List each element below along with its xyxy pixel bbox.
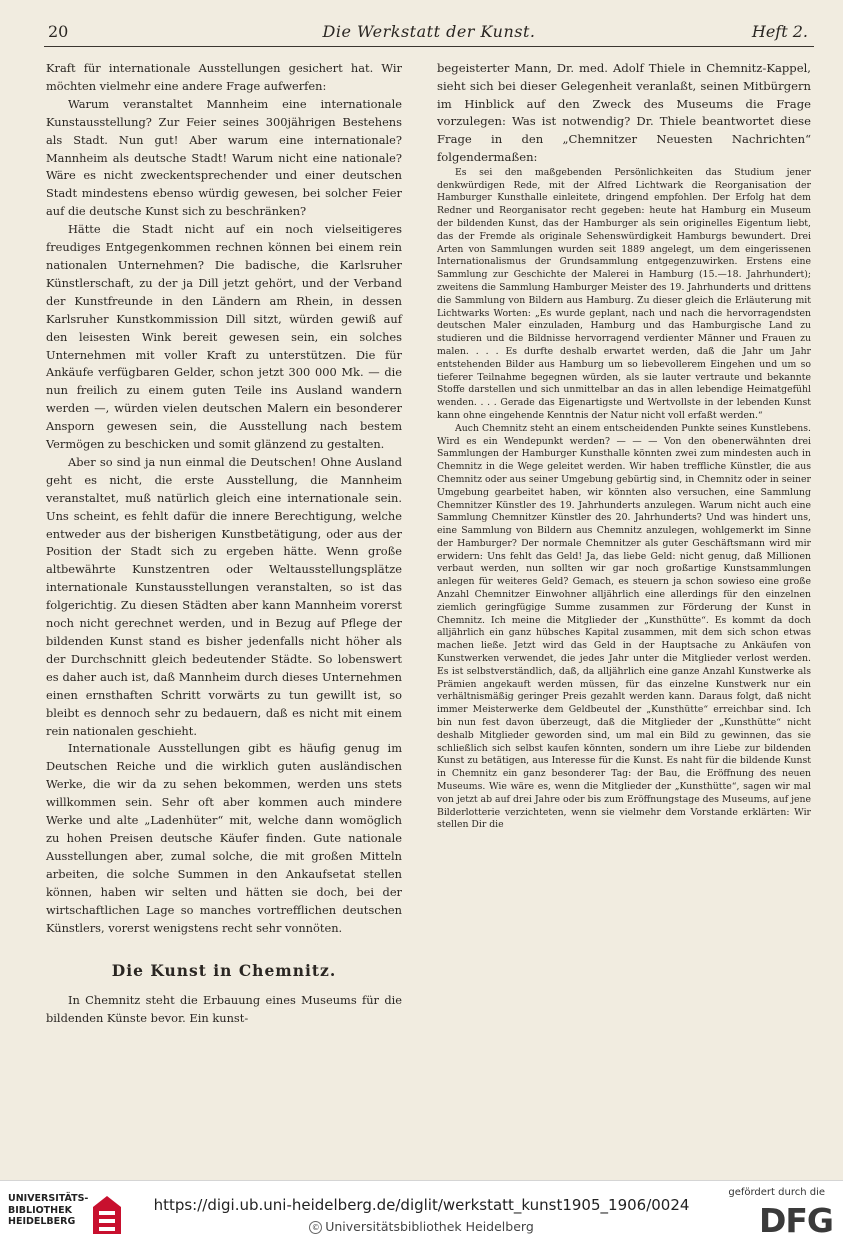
funder-logo[interactable] — [729, 1187, 833, 1245]
issue-label: Heft 2. — [751, 22, 808, 41]
section-heading: Die Kunst in Chemnitz. — [111, 961, 337, 981]
quoted-paragraph: Es sei den maßgebenden Persönlichkeiten das Studium jener denkwürdigen Rede, mit der Alfred Lichtwark die Reorganisation der Hamburger Kunsthalle einleitete, dringend empfohlen. Der Erfolg hat dem Redner und Reorganisator recht gegeben: heute hat Hamburg ein Museum der bildenden Kunst, das der Hamburger als sein originelles Eigentum liebt, das der Fremde als originale Sehenswürdigkeit Hamburgs bewundert. Drei Arten von Sammlungen wurden seit 1889 angelegt, um dem eingerissenen Internationalismus der Grundsammlung entgegenzuwirken. Erstens eine Sammlung zur Geschichte der Malerei in Hamburg (15.—18. Jahrhundert); zweitens die Sammlung Hamburger Meister des 19. Jahrhunderts und drittens die Sammlung von Bildern aus Hamburg. Zu dieser gleich die Erläuterung mit Lichtwarks Worten: „Es wurde geplant, nach und nach die hervorragendsten deutschen Maler einzuladen, Hamburg und das Hamburgische Land zu studieren und die Bildnisse hervorragend verdienter Männer und Frauen zu malen. . . . Es durfte deshalb erwartet werden, daß die Jahr um Jahr entstehenden Bilder aus Hamburg um so liebevollerem Eingehen und um so tieferer Teilnahme begegnen würden, als sie lauter vertraute und bekannte Stoffe darstellen und sich unmittelbar an das in allen lebendige Heimatgefühl wenden. . . . Gerade das Eigenartigste und Wertvollste in der lebenden Kunst kann ohne eingehende Kenntnis der Natur nicht voll erfaßt werden.“ — [437, 166, 811, 421]
copyright-icon: © — [309, 1221, 322, 1234]
paragraph: Internationale Ausstellungen gibt es häufig genug im Deutschen Reiche und die wirklich guten ausländischen Werke, die wir da zu sehen bekommen, werden uns stets willkommen sein. Sehr oft aber kommen auch mindere Werke und alte „Ladenhüter“ mit, welche dann womöglich zu hohen Preisen deutsche Käufer finden. Gute nationale Ausstellungen aber, zumal solche, die mit großen Mitteln arbeiten, die solche Summen in den Ankaufsetat stellen können, haben wir selten und hätten sie doch, bei der wirtschaftlichen Lage so manches vortrefflichen deutschen Künstlers, vorerst wenigstens recht sehr vonnöten. — [46, 741, 402, 935]
paragraph: Warum veranstaltet Mannheim eine internationale Kunstausstellung? Zur Feier seines 300jährigen Bestehens als Stadt. Nun gut! Aber warum eine internationale? Mannheim als deutsche Stadt! Warum nicht eine nationale? Wäre es nicht zweckentsprechender und einer deutschen Stadt mindestens ebenso würdig gewesen, bei solcher Feier auf die deutsche Kunst sich zu beschränken? — [46, 96, 402, 219]
permalink-url[interactable]: https://digi.ub.uni-heidelberg.de/diglit/werkstatt_kunst1905_1906/0024 — [153, 1196, 690, 1214]
copyright-notice: © Universitätsbibliothek Heidelberg — [0, 1219, 843, 1234]
paragraph: Aber so sind ja nun einmal die Deutschen! Ohne Ausland geht es nicht, die erste Ausstellung, die Mannheim veranstaltet, muß natürlich gleich eine internationale sein. Uns scheint, es fehlt dafür die innere Berechtigung, welche entweder aus der bisherigen Kunstbetätigung, oder aus der Position der Stadt sich zu ergeben hätte. Wenn große altbewährte Kunstzentren oder Weltausstellungsplätze internationale Kunstausstellungen veranstalten, so ist das folgerichtig. Zu diesen Städten aber kann Mannheim vorerst noch nicht gerechnet werden, und in Bezug auf Pflege der bildenden Kunst stand es bisher jedenfalls nicht höher als der Durchschnitt gleich bedeutender Städte. So lobenswert es daher auch ist, daß Mannheim durch dieses Unternehmen einen ernsthaften Schritt vorwärts zu tun gewillt ist, so bleibt es dennoch sehr zu bedauern, daß es nicht mit einem rein nationalen geschieht. — [46, 454, 402, 738]
left-column — [46, 60, 402, 1028]
running-header — [44, 20, 814, 47]
paragraph: Hätte die Stadt nicht auf ein noch vielseitigeres freudiges Entgegenkommen rechnen können bei einem rein nationalen Unternehmen? Die badische, die Karlsruher Künstlerschaft, zu der ja Dill jetzt gehört, und der Verband der Kunstfreunde in den Ländern am Rhein, in dessen Karlsruher Kunstkommission Dill sitzt, würden gewiß auf den leisesten Wink bereit gewesen sein, ein solches Unternehmen mit voller Kraft zu unterstützen. Die für Ankäufe verfügbaren Gelder, schon jetzt 300 000 Mk. — die nun freilich zu einem guten Teile ins Ausland wandern werden —, würden vielen deutschen Malern ein besonderer Ansporn gewesen sein, die Ausstellung nach bestem Vermögen zu beschicken und somit glänzend zu gestalten. — [46, 222, 402, 452]
viewer-footer — [0, 1180, 843, 1251]
right-column — [437, 60, 811, 832]
paragraph: begeisterter Mann, Dr. med. Adolf Thiele in Chemnitz-Kappel, sieht sich bei dieser Gelegenheit veranlaßt, seinen Mitbürgern im Hinblick auf den Zweck des Museums die Frage vorzulegen: Was ist notwendig? Dr. Thiele beantwortet diese Frage in den „Chemnitzer Neuesten Nachrichten“ folgendermaßen: — [437, 61, 811, 164]
paragraph: In Chemnitz steht die Erbauung eines Museums für die bildenden Künste bevor. Ein kunst- — [46, 993, 402, 1026]
paragraph: Kraft für internationale Ausstellungen gesichert hat. Wir möchten vielmehr eine andere Frage aufwerfen: — [46, 61, 402, 93]
funder-caption: gefördert durch die — [728, 1187, 825, 1198]
quoted-paragraph: Auch Chemnitz steht an einem entscheidenden Punkte seines Kunstlebens. Wird es ein Wendepunkt werden? — — — Von den obenerwähnten drei Sammlungen der Hamburger Kunsthalle könnten zwei zum mindesten auch in Chemnitz in die Wege geleitet werden. Wir haben treffliche Künstler, die aus Chemnitz oder aus seiner Umgebung gebürtig sind, in Chemnitz oder in seiner Umgebung gearbeitet haben, wir könnten also versuchen, eine Sammlung Chemnitzer Künstler des 19. Jahrhunderts anzulegen. Warum nicht auch eine Sammlung Chemnitzer Künstler des 20. Jahrhunderts? Und was hindert uns, eine Sammlung von Bildern aus Chemnitz anzulegen, wohlgemerkt im Sinne der Hamburger? Der normale Chemnitzer als guter Geschäftsmann wird mir erwidern: Uns fehlt das Geld! Ja, das liebe Geld: nicht genug, daß Millionen verbaut werden, nun sollten wir gar noch großartige Kunstsammlungen anlegen für weiteres Geld? Gemach, es steuern ja schon sowieso eine große Anzahl Chemnitzer Einwohner alljährlich eine allerdings für den einzelnen ziemlich geringfügige Summe zusammen zur Förderung der Kunst in Chemnitz. Ich meine die Mitglieder der „Kunsthütte“. Es kommt da doch alljährlich ein ganz hübsches Kapital zusammen, mit dem sich schon etwas machen ließe. Jetzt wird das Geld in der Hauptsache zu Ankäufen von Kunstwerken verwendet, die jedes Jahr unter die Mitglieder verlost werden. Es ist selbstverständlich, daß, da alljährlich eine ganze Anzahl Kunstwerke als Prämien angekauft werden müssen, für das einzelne Kunstwerk nur ein verhältnismäßig geringer Preis gezahlt werden kann. Daraus folgt, daß nicht immer Meisterwerke dem Geldbeutel der „Kunsthütte“ erreichbar sind. Ich bin nun fest davon überzeugt, daß die Mitglieder der „Kunsthütte“ nicht deshalb Mitglieder geworden sind, um mal ein Bild zu gewinnen, das sie schließlich sich selbst kaufen könnten, sondern um ihre Liebe zur bildenden Kunst zu betätigen, aus Interesse für die Kunst. Es naht für die bildende Kunst in Chemnitz ein ganz besonderer Tag: der Bau, die Eröffnung des neuen Museums. Wie wäre es, wenn die Mitglieder der „Kunsthütte“, sagen wir mal von jetzt ab auf drei Jahre oder bis zum Eröffnungstage des Museums, auf jene Bilderlotterie verzichteten, wenn sie vielmehr dem Vorstande erklärten: Wir stellen Dir die — [437, 422, 811, 831]
running-title: Die Werkstatt der Kunst. — [322, 22, 536, 41]
library-name: UNIVERSITÄTS- BIBLIOTHEK HEIDELBERG — [8, 1193, 89, 1227]
dfg-logo-text: DFG — [758, 1201, 833, 1240]
page-number: 20 — [48, 22, 69, 41]
